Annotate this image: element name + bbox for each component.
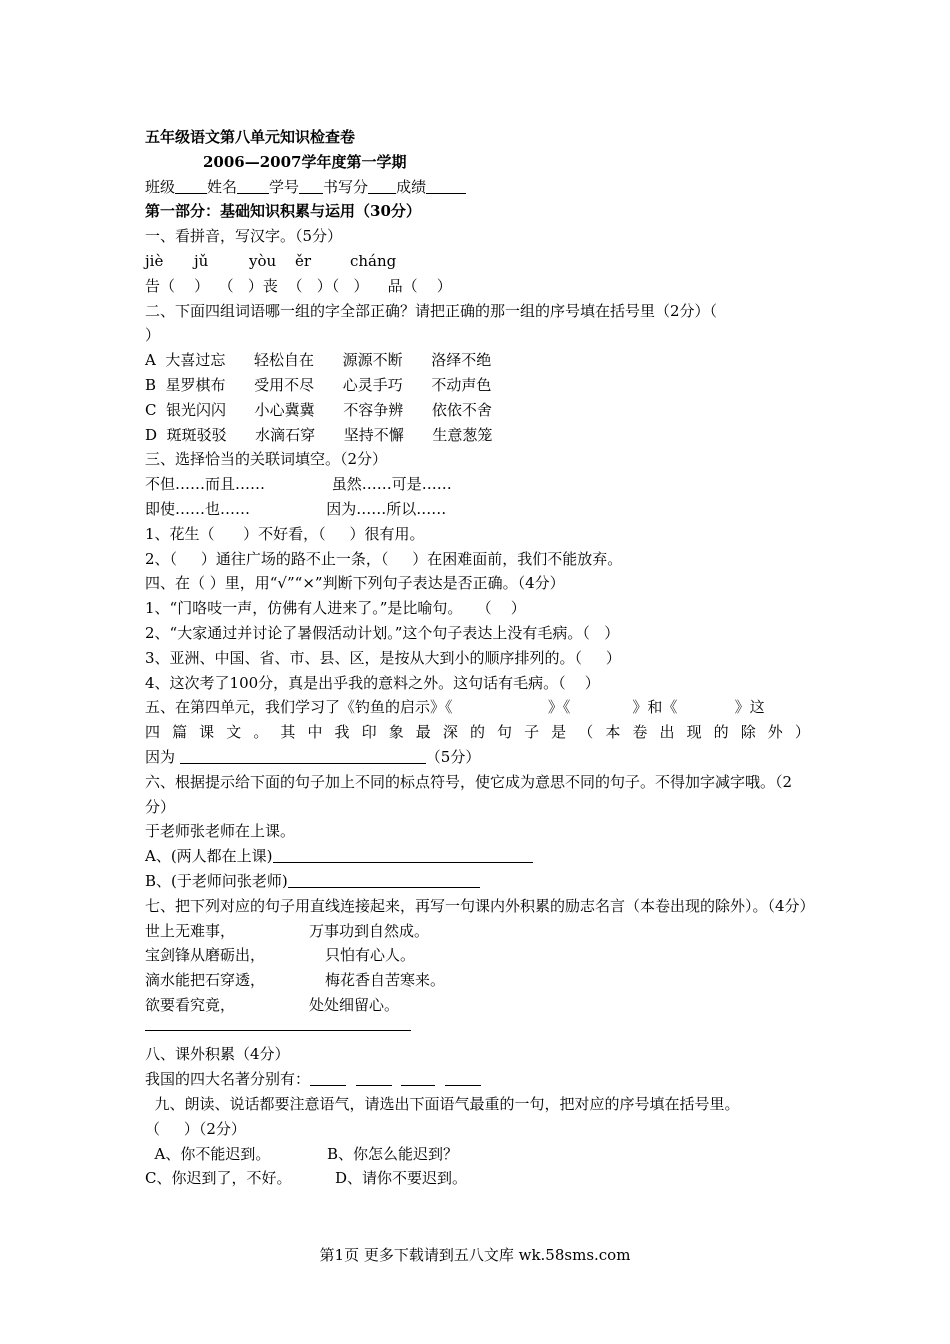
q9-row-2: [145, 1166, 810, 1191]
q5-char: 外: [767, 723, 783, 742]
q5-answer-blank[interactable]: [180, 747, 426, 764]
q5-char: 中: [307, 723, 323, 742]
class-blank[interactable]: [175, 177, 207, 194]
q9-title-cont: （ ）（2分）: [145, 1119, 246, 1138]
pinyin-1: jiè: [145, 251, 164, 270]
pinyin-5: cháng: [350, 251, 397, 270]
q5-char: 课: [199, 723, 215, 742]
q8-title: 八、课外积累（4分）: [145, 1045, 290, 1064]
q6-option-a: [145, 844, 810, 869]
q7-title: 七、把下列对应的句子用直线连接起来，再写一句课内外积累的励志名言（本卷出现的除外）。（4分）: [145, 896, 815, 915]
q5-line-2: [145, 720, 810, 745]
q1-pinyin-row: [145, 249, 810, 274]
q9-option-a: A、你不能迟到。: [145, 1144, 271, 1163]
exam-content: [145, 125, 815, 1191]
q6-b-blank[interactable]: [288, 871, 480, 888]
q5-char: 卷: [632, 723, 648, 742]
q5-because-label: 因为: [145, 747, 176, 766]
q6-a-label: A、(两人都在上课): [145, 847, 273, 866]
q6-title: 六、根据提示给下面的句子加上不同的标点符号，使它成为意思不同的句子。不得加字减字哦。（2分）: [145, 772, 793, 816]
pinyin-4: ěr: [295, 251, 312, 270]
q5-char: 除: [740, 723, 756, 742]
q5-char: 的: [469, 723, 485, 742]
q5-char: 句: [497, 723, 513, 742]
q5-char: 出: [659, 723, 675, 742]
name-label: 姓名: [207, 177, 238, 196]
q6-option-b: [145, 869, 810, 894]
class-label: 班级: [145, 177, 176, 196]
q5-char: 文: [226, 723, 242, 742]
q7-right-3[interactable]: 梅花香自苦寒来。: [325, 971, 446, 990]
q2-option-b: B 星罗棋布 受用不尽 心灵手巧 不动声色: [145, 375, 492, 394]
q4-item-3: 3、亚洲、中国、省、市、县、区，是按从大到小的顺序排列的。（ ）: [145, 648, 621, 667]
q3-options-2: 即使……也…… 因为……所以……: [145, 499, 447, 518]
q7-left-1[interactable]: 世上无难事，: [145, 921, 236, 940]
q4-title: 四、在（ ）里，用“√”“×”判断下列句子表达是否正确。（4分）: [145, 574, 565, 593]
q5-char: 的: [713, 723, 729, 742]
writing-score-label: 书写分: [323, 177, 369, 196]
q4-item-4: 4、这次考了100分，真是出乎我的意料之外。这句话有毛病。（ ）: [145, 673, 600, 692]
q5-char: 是: [551, 723, 567, 742]
q8-blank-3[interactable]: [401, 1069, 435, 1086]
q7-left-3[interactable]: 滴水能把石穿透，: [145, 971, 266, 990]
q5-char: 象: [388, 723, 404, 742]
q5-char: 本: [605, 723, 621, 742]
q2-title-cont: ）: [145, 326, 161, 345]
q6-sentence: 于老师张老师在上课。: [145, 822, 296, 841]
q1-title: 一、看拼音，写汉字。（5分）: [145, 227, 343, 246]
student-info-line: [145, 175, 810, 200]
q5-line-3: [145, 745, 810, 770]
q2-title: 二、下面四组词语哪一组的字全部正确？请把正确的那一组的序号填在括号里（2分）（: [145, 301, 718, 320]
q7-left-4[interactable]: 欲要看究竟，: [145, 995, 236, 1014]
q7-pair-2: [145, 943, 810, 968]
q9-option-b: B、你怎么能迟到？: [327, 1144, 459, 1163]
q2-option-a: A 大喜过忘 轻松自在 源源不断 洛绎不绝: [145, 351, 492, 370]
q5-score: （5分）: [425, 747, 481, 766]
score-label: 成绩: [396, 177, 427, 196]
q5-char: 四: [145, 723, 161, 742]
q3-options-1: 不但……而且…… 虽然……可是……: [145, 475, 452, 494]
q7-pair-3: [145, 968, 810, 993]
q9-title: 九、朗读、说话都要注意语气，请选出下面语气最重的一句，把对应的序号填在括号里。: [145, 1095, 740, 1114]
q5-char: 深: [442, 723, 458, 742]
q8-blank-4[interactable]: [445, 1069, 481, 1086]
exam-subtitle: 2006—2007学年度第一学期: [203, 152, 407, 171]
pinyin-2: jǔ: [194, 251, 209, 270]
q5-char: 最: [415, 723, 431, 742]
q8-line: [145, 1067, 810, 1092]
writing-score-blank[interactable]: [368, 177, 396, 194]
q7-left-2[interactable]: 宝剑锋从磨砺出，: [145, 946, 266, 965]
q3-title: 三、选择恰当的关联词填空。（2分）: [145, 450, 388, 469]
q5-char: 。: [253, 723, 269, 742]
q6-a-blank[interactable]: [273, 846, 533, 863]
q2-option-c: C 银光闪闪 小心冀冀 不容争辨 依依不舍: [145, 400, 492, 419]
q9-row-1: [145, 1142, 810, 1167]
q4-item-1: 1、“门咯吱一声，仿佛有人进来了。”是比喻句。 （ ）: [145, 599, 526, 618]
q9-option-d: D、请你不要迟到。: [335, 1169, 468, 1188]
q4-item-2: 2、“大家通过并讨论了暑假活动计划。”这个句子表达上没有毛病。（ ）: [145, 623, 620, 642]
q2-option-d: D 斑斑驳驳 水滴石穿 坚持不懈 生意葱笼: [145, 425, 493, 444]
page-footer: 第1页 更多下载请到五八文库 wk.58sms.com: [319, 1246, 631, 1264]
q3-item-1: 1、花生（ ）不好看，（ ）很有用。: [145, 524, 425, 543]
q5-char: 其: [280, 723, 296, 742]
q5-char: 子: [524, 723, 540, 742]
q7-right-2[interactable]: 只怕有心人。: [325, 946, 416, 965]
exam-title: 五年级语文第八单元知识检查卷: [145, 128, 356, 146]
part1-title: 第一部分：基础知识积累与运用（30分）: [145, 202, 421, 221]
q8-label: 我国的四大名著分别有：: [145, 1070, 311, 1089]
number-label: 学号: [269, 177, 300, 196]
number-blank[interactable]: [299, 177, 323, 194]
q6-b-label: B、(于老师问张老师): [145, 871, 288, 890]
q5-char: 现: [686, 723, 702, 742]
q7-pair-4: [145, 993, 810, 1018]
q8-blank-1[interactable]: [310, 1069, 346, 1086]
q1-chars-row: 告（ ） （ ）丧 （ ）（ ） 品（ ）: [145, 276, 452, 295]
q5-line-1: 五、在第四单元，我们学习了《钓鱼的启示》《 》《 》和《 》这: [145, 698, 765, 717]
pinyin-3: yòu: [249, 251, 277, 270]
q5-char: 篇: [172, 723, 188, 742]
q9-option-c: C、你迟到了，不好。: [145, 1169, 292, 1188]
q7-pair-1: [145, 919, 810, 944]
q7-motto-blank[interactable]: [145, 1018, 810, 1043]
name-blank[interactable]: [237, 177, 269, 194]
q5-char: （: [578, 723, 594, 742]
q8-blank-2[interactable]: [356, 1069, 392, 1086]
q3-item-2: 2、（ ）通往广场的路不止一条，（ ）在困难面前，我们不能放弃。: [145, 549, 623, 568]
q7-right-1[interactable]: 万事功到自然成。: [309, 921, 430, 940]
q5-char: ）: [794, 723, 810, 742]
q7-right-4[interactable]: 处处细留心。: [309, 995, 400, 1014]
q5-char: 我: [334, 723, 350, 742]
q5-char: 印: [361, 723, 377, 742]
score-blank[interactable]: [426, 177, 466, 194]
